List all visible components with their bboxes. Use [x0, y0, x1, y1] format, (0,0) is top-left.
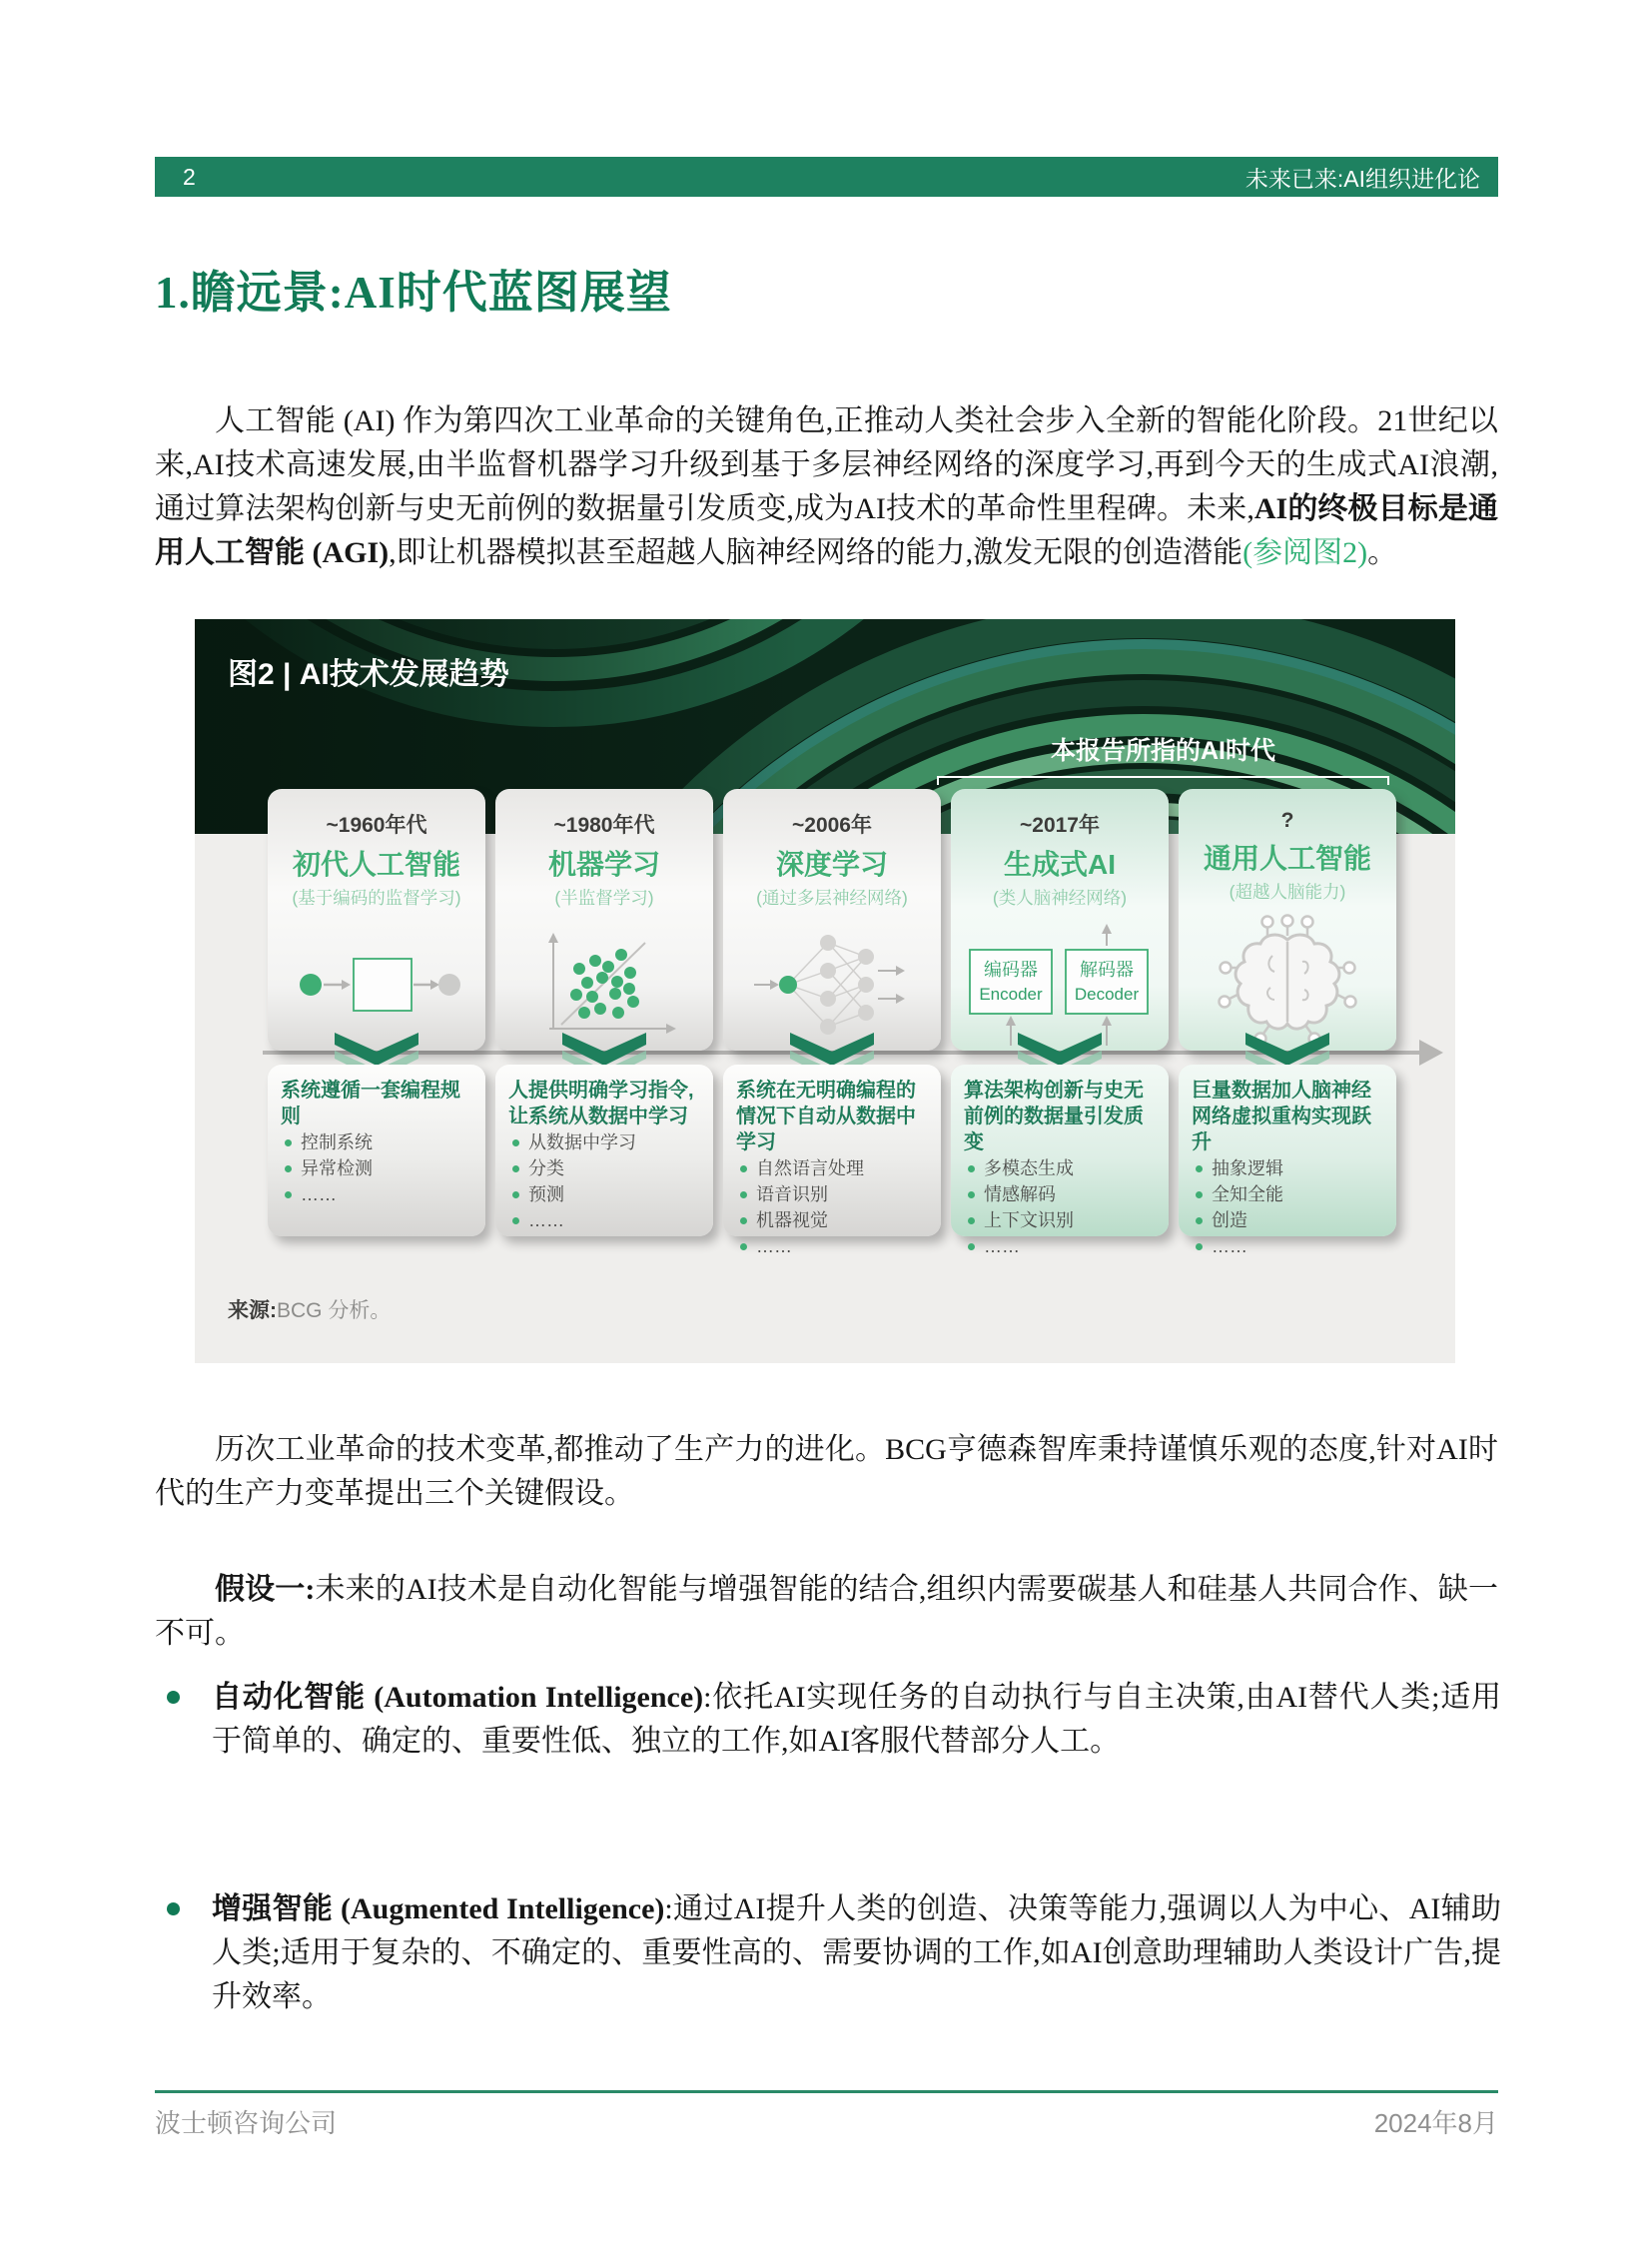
era-descriptions-row — [268, 1065, 1396, 1256]
list-item-label: 语音识别 — [756, 1184, 828, 1204]
desc-card-generative-ai — [951, 1065, 1169, 1256]
list-item-label: …… — [756, 1236, 792, 1256]
list-item-label: 从数据中学习 — [528, 1132, 636, 1152]
desc-title: 算法架构创新与史无前例的数据量引发质变 — [964, 1080, 1144, 1153]
intro-text-a: 人工智能 (AI) 作为第四次工业革命的关键角色,正推动人类社会步入全新的智能化阶段。21世纪以来,AI技术高速发展,由半监督机器学习升级到基于多层神经网络的深度学习,再到今天的生成式AI浪潮,通过算法架构创新与史无前例的数据量引发质变,成为AI技术的革命性里程碑。未来, — [155, 404, 1498, 525]
desc-card-agi — [1179, 1065, 1396, 1256]
ai-era-bracket — [937, 776, 1389, 785]
list-item-label: 分类 — [528, 1158, 564, 1178]
era-card-deep-learning — [723, 789, 941, 1051]
bullet-dot-icon — [968, 1165, 975, 1172]
era-name: 机器学习 — [547, 849, 660, 880]
desc-bullets — [1192, 1155, 1386, 1259]
bullet-dot-icon — [740, 1217, 747, 1224]
bullet-dot-icon — [285, 1191, 292, 1198]
list-item — [964, 1233, 1159, 1259]
figure2-reference-link[interactable]: (参阅图2) — [1242, 536, 1368, 569]
list-item — [1192, 1207, 1386, 1233]
decoder-label-en: Decoder — [1074, 985, 1140, 1004]
list-item-term: 自动化智能 (Automation Intelligence) — [212, 1681, 704, 1714]
page-footer — [155, 2103, 1498, 2140]
paragraph-hypothesis-one — [155, 1568, 1498, 1656]
era-year: ~2017年 — [1020, 814, 1100, 837]
list-item-label: 预测 — [528, 1184, 564, 1204]
list-item — [964, 1207, 1159, 1233]
bullet-dot-icon — [167, 1902, 180, 1915]
desc-title: 系统遵循一套编程规则 — [281, 1080, 460, 1127]
figure-source — [228, 1294, 391, 1324]
list-item-term: 增强智能 (Augmented Intelligence) — [212, 1892, 665, 1925]
era-card-generative-ai — [951, 789, 1169, 1051]
paragraph-industrial-revolutions: 历次工业革命的技术变革,都推动了生产力的进化。BCG亨德森智库秉持谨慎乐观的态度,针对AI时代的生产力变革提出三个关键假设。 — [155, 1433, 1498, 1510]
list-item-label: 抽象逻辑 — [1212, 1158, 1283, 1178]
encoder-decoder-icon-svg — [963, 922, 1157, 1048]
bullet-dot-icon — [512, 1165, 519, 1172]
list-item — [508, 1155, 703, 1181]
list-item-label: …… — [1212, 1236, 1247, 1256]
list-item-label: 情感解码 — [984, 1184, 1056, 1204]
bullet-dot-icon — [740, 1165, 747, 1172]
intro-paragraph — [155, 399, 1498, 575]
era-subtitle: (基于编码的监督学习) — [292, 888, 461, 908]
list-item — [508, 1207, 703, 1233]
list-item-label: 机器视觉 — [756, 1210, 828, 1230]
flow-icon-svg — [291, 935, 462, 1035]
era-subtitle: (超越人脑能力) — [1229, 882, 1346, 902]
era-year: ~1960年代 — [326, 814, 427, 837]
list-item — [1192, 1233, 1386, 1259]
list-item-label: 多模态生成 — [984, 1158, 1074, 1178]
bullet-dot-icon — [1196, 1165, 1203, 1172]
scatter-icon-svg — [529, 929, 679, 1041]
list-item-automation-intelligence — [155, 1676, 1501, 1764]
encoder-label-cn: 编码器 — [984, 960, 1038, 980]
list-item-definition: :依托AI实现任务的自动执行与自主决策,由AI替代人类;适用于简单的、确定的、重要性低、独立的工作,如AI客服代替部分人工。 — [212, 1681, 1502, 1758]
era-year: ~2006年 — [792, 814, 872, 837]
list-item — [1192, 1181, 1386, 1207]
running-title: 未来已来:AI组织进化论 — [1244, 165, 1480, 192]
era-subtitle: (类人脑神经网络) — [992, 888, 1128, 908]
timeline-arrowhead — [1419, 1040, 1443, 1066]
list-item-augmented-intelligence — [155, 1887, 1501, 2019]
decoder-label-cn: 解码器 — [1080, 960, 1134, 980]
list-item-label: …… — [984, 1236, 1020, 1256]
list-item — [281, 1129, 475, 1155]
source-text: BCG 分析。 — [277, 1299, 392, 1322]
bullet-dot-icon — [1196, 1243, 1203, 1250]
era-name: 深度学习 — [775, 849, 888, 880]
list-item — [281, 1181, 475, 1207]
desc-bullets — [964, 1155, 1159, 1259]
list-item — [508, 1129, 703, 1155]
list-item — [736, 1155, 931, 1181]
list-item-label: …… — [301, 1184, 337, 1204]
bullet-dot-icon — [512, 1217, 519, 1224]
era-card-machine-learning — [495, 789, 713, 1051]
list-item-label: …… — [528, 1210, 564, 1230]
list-item-label: 上下文识别 — [984, 1210, 1074, 1230]
era-subtitle: (半监督学习) — [554, 888, 654, 908]
bullet-dot-icon — [968, 1243, 975, 1250]
ai-era-label: 本报告所指的AI时代 — [1050, 737, 1275, 765]
desc-bullets — [736, 1155, 931, 1259]
bullet-dot-icon — [740, 1243, 747, 1250]
bullet-dot-icon — [512, 1139, 519, 1146]
source-label: 来源: — [228, 1299, 277, 1322]
intro-text-b: ,即让机器模拟甚至超越人脑神经网络的能力,激发无限的创造潜能 — [389, 536, 1243, 569]
list-item — [736, 1181, 931, 1207]
neural-network-icon-svg — [752, 928, 912, 1042]
bullet-dot-icon — [1196, 1217, 1203, 1224]
encoder-label-en: Encoder — [979, 985, 1043, 1004]
era-year: ~1980年代 — [553, 814, 655, 837]
list-item — [736, 1233, 931, 1259]
figure2-ai-trends — [195, 619, 1455, 1363]
bullet-dot-icon — [740, 1191, 747, 1198]
footer-company: 波士顿咨询公司 — [155, 2108, 338, 2138]
hypothesis-label: 假设一: — [215, 1573, 316, 1606]
bullet-dot-icon — [285, 1139, 292, 1146]
page-header-bar — [155, 157, 1498, 197]
list-item-label: 创造 — [1212, 1210, 1247, 1230]
era-year: ? — [1280, 809, 1294, 832]
era-card-early-ai — [268, 789, 485, 1051]
list-item-label: 控制系统 — [301, 1132, 373, 1152]
era-subtitle: (通过多层神经网络) — [756, 888, 908, 908]
bullet-dot-icon — [1196, 1191, 1203, 1198]
list-item — [964, 1155, 1159, 1181]
list-item — [736, 1207, 931, 1233]
era-cards-row — [268, 789, 1396, 1051]
brain-circuit-icon — [1179, 914, 1396, 1044]
section-title: 1.瞻远景:AI时代蓝图展望 — [155, 268, 672, 318]
era-name: 初代人工智能 — [292, 849, 460, 880]
desc-card-early-ai — [268, 1065, 485, 1236]
desc-title: 系统在无明确编程的情况下自动从数据中学习 — [736, 1080, 916, 1153]
desc-card-deep-learning — [723, 1065, 941, 1256]
bullet-dot-icon — [512, 1191, 519, 1198]
desc-title: 人提供明确学习指令,让系统从数据中学习 — [508, 1080, 694, 1127]
intro-text-c: 。 — [1367, 536, 1398, 569]
list-item-definition: :通过AI提升人类的创造、决策等能力,强调以人为中心、AI辅助人类;适用于复杂的、不确定的、重要性高的、需要协调的工作,如AI创意助理辅助人类设计广告,提升效率。 — [212, 1892, 1501, 2013]
footer-date: 2024年8月 — [1373, 2108, 1498, 2138]
footer-divider — [155, 2090, 1498, 2093]
desc-title: 巨量数据加人脑神经网络虚拟重构实现跃升 — [1192, 1080, 1371, 1153]
desc-card-machine-learning — [495, 1065, 713, 1236]
list-item — [964, 1181, 1159, 1207]
list-item — [1192, 1155, 1386, 1181]
bullet-dot-icon — [968, 1217, 975, 1224]
hypothesis-text: 未来的AI技术是自动化智能与增强智能的结合,组织内需要碳基人和硅基人共同合作、缺一不可。 — [155, 1573, 1498, 1650]
list-item-label: 异常检测 — [301, 1158, 373, 1178]
list-item-label: 全知全能 — [1212, 1184, 1283, 1204]
brain-circuit-icon-svg — [1213, 912, 1362, 1046]
desc-bullets — [508, 1129, 703, 1233]
list-item — [281, 1155, 475, 1181]
intro-text-bold: AI的终极目标是通用人工智能 (AGI) — [155, 492, 1498, 569]
era-card-agi — [1179, 789, 1396, 1051]
bullet-dot-icon — [968, 1191, 975, 1198]
desc-bullets — [281, 1129, 475, 1207]
list-item-label: 自然语言处理 — [756, 1158, 864, 1178]
era-name: 通用人工智能 — [1203, 843, 1371, 874]
page-number: 2 — [183, 163, 196, 190]
bullet-dot-icon — [167, 1691, 180, 1704]
bullet-dot-icon — [285, 1165, 292, 1172]
list-item — [508, 1181, 703, 1207]
figure-title: 图2 | AI技术发展趋势 — [228, 658, 509, 691]
era-name: 生成式AI — [1003, 849, 1116, 880]
